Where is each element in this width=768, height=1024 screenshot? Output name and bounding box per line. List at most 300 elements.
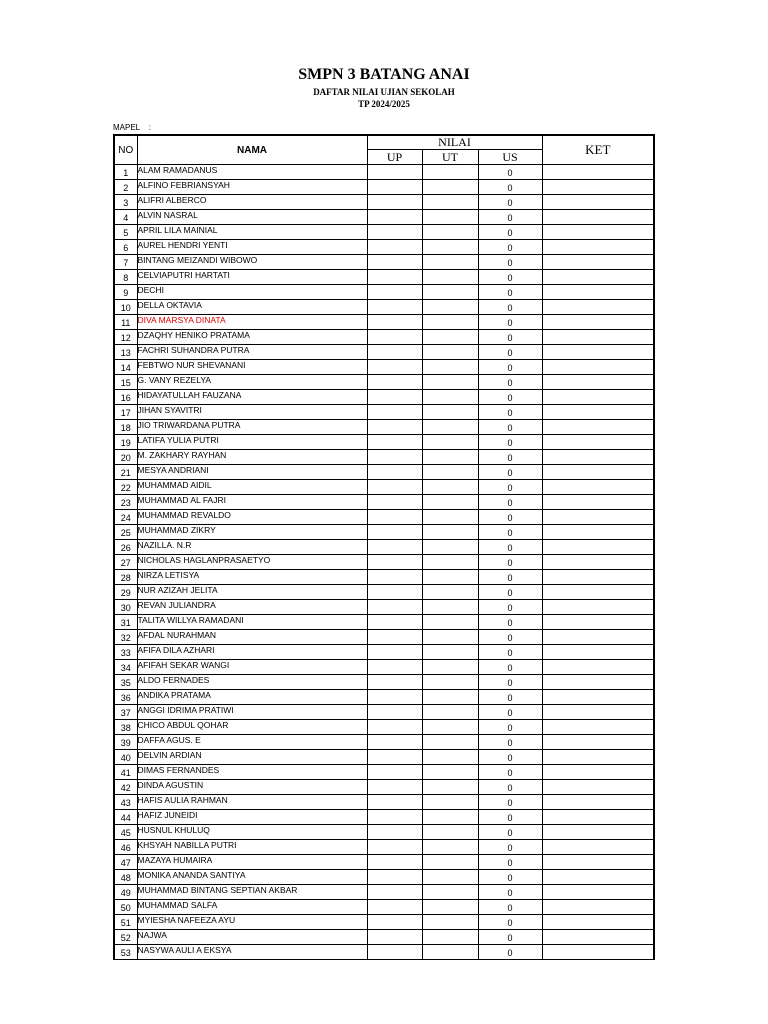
student-name: AFIFAH SEKAR WANGI: [137, 660, 367, 675]
row-number: 14: [114, 360, 137, 375]
row-number: 18: [114, 420, 137, 435]
row-number: 50: [114, 900, 137, 915]
score-us: 0: [478, 480, 542, 495]
student-name: NAZILLA. N.R: [137, 540, 367, 555]
row-number: 46: [114, 840, 137, 855]
student-name: DAFFA AGUS. E: [137, 735, 367, 750]
row-number: 6: [114, 240, 137, 255]
score-up: [367, 345, 422, 360]
row-number: 23: [114, 495, 137, 510]
score-up: [367, 645, 422, 660]
header-us: US: [478, 150, 542, 165]
ket-cell: [542, 600, 654, 615]
table-row: [114, 225, 654, 240]
score-ut: [422, 435, 478, 450]
score-ut: [422, 375, 478, 390]
score-us: 0: [478, 570, 542, 585]
score-us: 0: [478, 630, 542, 645]
score-up: [367, 495, 422, 510]
score-up: [367, 585, 422, 600]
score-ut: [422, 255, 478, 270]
ket-cell: [542, 240, 654, 255]
score-ut: [422, 705, 478, 720]
score-us: 0: [478, 405, 542, 420]
student-name: DINDA AGUSTIN: [137, 780, 367, 795]
ket-cell: [542, 375, 654, 390]
ket-cell: [542, 810, 654, 825]
score-us: 0: [478, 795, 542, 810]
table-row: [114, 360, 654, 375]
score-up: [367, 240, 422, 255]
score-us: 0: [478, 495, 542, 510]
score-up: [367, 555, 422, 570]
table-row: [114, 930, 654, 945]
score-ut: [422, 600, 478, 615]
row-number: 8: [114, 270, 137, 285]
row-number: 35: [114, 675, 137, 690]
ket-cell: [542, 840, 654, 855]
score-ut: [422, 945, 478, 960]
score-up: [367, 570, 422, 585]
table-row: [114, 885, 654, 900]
ket-cell: [542, 690, 654, 705]
score-up: [367, 195, 422, 210]
row-number: 1: [114, 165, 137, 180]
score-up: [367, 765, 422, 780]
score-up: [367, 540, 422, 555]
score-ut: [422, 645, 478, 660]
student-name: DELLA OKTAVIA: [137, 300, 367, 315]
row-number: 7: [114, 255, 137, 270]
student-name: JIO TRIWARDANA PUTRA: [137, 420, 367, 435]
ket-cell: [542, 930, 654, 945]
student-name: FACHRI SUHANDRA PUTRA: [137, 345, 367, 360]
table-row: [114, 675, 654, 690]
score-up: [367, 480, 422, 495]
student-name: HIDAYATULLAH FAUZANA: [137, 390, 367, 405]
score-ut: [422, 450, 478, 465]
table-row: [114, 195, 654, 210]
table-row: [114, 615, 654, 630]
score-ut: [422, 780, 478, 795]
table-row: [114, 810, 654, 825]
table-row: [114, 570, 654, 585]
student-name: HUSNUL KHULUQ: [137, 825, 367, 840]
score-us: 0: [478, 540, 542, 555]
score-us: 0: [478, 720, 542, 735]
table-row: [114, 285, 654, 300]
table-row: [114, 315, 654, 330]
table-row: [114, 465, 654, 480]
table-row: [114, 735, 654, 750]
table-row: [114, 450, 654, 465]
table-row: [114, 525, 654, 540]
score-up: [367, 675, 422, 690]
score-ut: [422, 330, 478, 345]
student-name: MESYA ANDRIANI: [137, 465, 367, 480]
student-name: NUR AZIZAH JELITA: [137, 585, 367, 600]
student-name: ANDIKA PRATAMA: [137, 690, 367, 705]
score-up: [367, 450, 422, 465]
row-number: 26: [114, 540, 137, 555]
score-us: 0: [478, 300, 542, 315]
ket-cell: [542, 780, 654, 795]
score-up: [367, 945, 422, 960]
score-ut: [422, 285, 478, 300]
score-us: 0: [478, 765, 542, 780]
ket-cell: [542, 765, 654, 780]
ket-cell: [542, 555, 654, 570]
table-row: [114, 690, 654, 705]
score-us: 0: [478, 375, 542, 390]
table-row: [114, 240, 654, 255]
score-up: [367, 870, 422, 885]
score-ut: [422, 480, 478, 495]
score-up: [367, 705, 422, 720]
row-number: 52: [114, 930, 137, 945]
ket-cell: [542, 345, 654, 360]
row-number: 28: [114, 570, 137, 585]
score-us: 0: [478, 660, 542, 675]
student-name: MONIKA ANANDA SANTIYA: [137, 870, 367, 885]
table-row: [114, 255, 654, 270]
table-row: [114, 795, 654, 810]
score-ut: [422, 630, 478, 645]
score-us: 0: [478, 870, 542, 885]
score-up: [367, 270, 422, 285]
table-row: [114, 270, 654, 285]
score-us: 0: [478, 510, 542, 525]
score-us: 0: [478, 270, 542, 285]
score-up: [367, 855, 422, 870]
score-us: 0: [478, 555, 542, 570]
ket-cell: [542, 495, 654, 510]
table-row: [114, 900, 654, 915]
ket-cell: [542, 525, 654, 540]
score-ut: [422, 570, 478, 585]
student-name: MUHAMMAD ZIKRY: [137, 525, 367, 540]
student-name: ALFINO FEBRIANSYAH: [137, 180, 367, 195]
ket-cell: [542, 315, 654, 330]
row-number: 40: [114, 750, 137, 765]
score-up: [367, 420, 422, 435]
table-row: [114, 855, 654, 870]
table-row: [114, 720, 654, 735]
table-row: [114, 825, 654, 840]
student-name: DZAQHY HENIKO PRATAMA: [137, 330, 367, 345]
score-up: [367, 390, 422, 405]
row-number: 10: [114, 300, 137, 315]
table-row: [114, 645, 654, 660]
score-ut: [422, 855, 478, 870]
student-name: NIRZA LETISYA: [137, 570, 367, 585]
academic-period: TP 2024/2025: [358, 99, 410, 109]
score-up: [367, 900, 422, 915]
score-ut: [422, 360, 478, 375]
score-us: 0: [478, 210, 542, 225]
table-row: [114, 300, 654, 315]
score-us: 0: [478, 840, 542, 855]
ket-cell: [542, 945, 654, 960]
row-number: 49: [114, 885, 137, 900]
row-number: 36: [114, 690, 137, 705]
student-name: LATIFA YULIA PUTRI: [137, 435, 367, 450]
score-ut: [422, 765, 478, 780]
table-row: [114, 915, 654, 930]
score-up: [367, 780, 422, 795]
score-ut: [422, 555, 478, 570]
score-us: 0: [478, 705, 542, 720]
row-number: 13: [114, 345, 137, 360]
table-row: [114, 540, 654, 555]
table-row: [114, 870, 654, 885]
score-us: 0: [478, 525, 542, 540]
ket-cell: [542, 750, 654, 765]
row-number: 16: [114, 390, 137, 405]
student-name: G. VANY REZELYA: [137, 375, 367, 390]
student-name: AUREL HENDRI YENTI: [137, 240, 367, 255]
ket-cell: [542, 585, 654, 600]
ket-cell: [542, 285, 654, 300]
ket-cell: [542, 405, 654, 420]
score-ut: [422, 195, 478, 210]
row-number: 4: [114, 210, 137, 225]
row-number: 43: [114, 795, 137, 810]
score-us: 0: [478, 585, 542, 600]
score-us: 0: [478, 315, 542, 330]
student-name: MUHAMMAD BINTANG SEPTIAN AKBAR: [137, 885, 367, 900]
table-row: [114, 600, 654, 615]
score-us: 0: [478, 330, 542, 345]
score-ut: [422, 585, 478, 600]
student-name: APRIL LILA MAINIAL: [137, 225, 367, 240]
student-name: NAJWA: [137, 930, 367, 945]
student-name: ANGGI IDRIMA PRATIWI: [137, 705, 367, 720]
score-us: 0: [478, 780, 542, 795]
row-number: 21: [114, 465, 137, 480]
header-nama: NAMA: [137, 135, 367, 165]
student-name: M. ZAKHARY RAYHAN: [137, 450, 367, 465]
score-ut: [422, 465, 478, 480]
table-row: [114, 660, 654, 675]
table-row: [114, 765, 654, 780]
ket-cell: [542, 885, 654, 900]
ket-cell: [542, 705, 654, 720]
score-up: [367, 405, 422, 420]
score-up: [367, 720, 422, 735]
score-us: 0: [478, 885, 542, 900]
ket-cell: [542, 720, 654, 735]
row-number: 25: [114, 525, 137, 540]
student-name: FEBTWO NUR SHEVANANI: [137, 360, 367, 375]
header-up: UP: [367, 150, 422, 165]
ket-cell: [542, 870, 654, 885]
student-name: MAZAYA HUMAIRA: [137, 855, 367, 870]
row-number: 53: [114, 945, 137, 960]
row-number: 31: [114, 615, 137, 630]
score-ut: [422, 210, 478, 225]
row-number: 39: [114, 735, 137, 750]
ket-cell: [542, 465, 654, 480]
score-up: [367, 285, 422, 300]
score-ut: [422, 405, 478, 420]
score-us: 0: [478, 435, 542, 450]
score-up: [367, 525, 422, 540]
score-us: 0: [478, 360, 542, 375]
ket-cell: [542, 660, 654, 675]
ket-cell: [542, 540, 654, 555]
ket-cell: [542, 210, 654, 225]
score-ut: [422, 525, 478, 540]
student-name: CHICO ABDUL QOHAR: [137, 720, 367, 735]
score-up: [367, 885, 422, 900]
student-name: TALITA WILLYA RAMADANI: [137, 615, 367, 630]
student-name: DELVIN ARDIAN: [137, 750, 367, 765]
table-row: [114, 180, 654, 195]
score-up: [367, 840, 422, 855]
ket-cell: [542, 330, 654, 345]
student-name: AFDAL NURAHMAN: [137, 630, 367, 645]
mapel-label: MAPEL :: [113, 123, 151, 132]
table-row: [114, 330, 654, 345]
row-number: 33: [114, 645, 137, 660]
score-ut: [422, 345, 478, 360]
row-number: 48: [114, 870, 137, 885]
student-name: MUHAMMAD SALFA: [137, 900, 367, 915]
row-number: 11: [114, 315, 137, 330]
score-ut: [422, 870, 478, 885]
score-ut: [422, 885, 478, 900]
row-number: 37: [114, 705, 137, 720]
score-up: [367, 630, 422, 645]
score-us: 0: [478, 390, 542, 405]
row-number: 19: [114, 435, 137, 450]
ket-cell: [542, 435, 654, 450]
row-number: 45: [114, 825, 137, 840]
score-us: 0: [478, 750, 542, 765]
row-number: 9: [114, 285, 137, 300]
ket-cell: [542, 735, 654, 750]
row-number: 44: [114, 810, 137, 825]
student-name: ALAM RAMADANUS: [137, 165, 367, 180]
score-us: 0: [478, 930, 542, 945]
row-number: 30: [114, 600, 137, 615]
row-number: 32: [114, 630, 137, 645]
score-us: 0: [478, 345, 542, 360]
score-us: 0: [478, 195, 542, 210]
student-name: MUHAMMAD AL FAJRI: [137, 495, 367, 510]
row-number: 51: [114, 915, 137, 930]
row-number: 38: [114, 720, 137, 735]
student-name: ALIFRI ALBERCO: [137, 195, 367, 210]
ket-cell: [542, 825, 654, 840]
student-name: DECHI: [137, 285, 367, 300]
ket-cell: [542, 225, 654, 240]
row-number: 47: [114, 855, 137, 870]
table-row: [114, 585, 654, 600]
score-up: [367, 615, 422, 630]
score-us: 0: [478, 675, 542, 690]
row-number: 17: [114, 405, 137, 420]
ket-cell: [542, 630, 654, 645]
ket-cell: [542, 915, 654, 930]
score-up: [367, 255, 422, 270]
student-name: JIHAN SYAVITRI: [137, 405, 367, 420]
table-row: [114, 435, 654, 450]
score-up: [367, 210, 422, 225]
student-name: KHSYAH NABILLA PUTRI: [137, 840, 367, 855]
row-number: 41: [114, 765, 137, 780]
ket-cell: [542, 165, 654, 180]
score-ut: [422, 750, 478, 765]
ket-cell: [542, 390, 654, 405]
score-ut: [422, 900, 478, 915]
score-ut: [422, 720, 478, 735]
score-up: [367, 465, 422, 480]
score-up: [367, 660, 422, 675]
student-name: NICHOLAS HAGLANPRASAETYO: [137, 555, 367, 570]
ket-cell: [542, 300, 654, 315]
score-ut: [422, 270, 478, 285]
score-us: 0: [478, 855, 542, 870]
score-up: [367, 825, 422, 840]
ket-cell: [542, 570, 654, 585]
score-ut: [422, 315, 478, 330]
score-ut: [422, 165, 478, 180]
table-row: [114, 405, 654, 420]
row-number: 15: [114, 375, 137, 390]
ket-cell: [542, 480, 654, 495]
score-up: [367, 225, 422, 240]
score-ut: [422, 510, 478, 525]
score-up: [367, 165, 422, 180]
ket-cell: [542, 900, 654, 915]
score-us: 0: [478, 165, 542, 180]
row-number: 22: [114, 480, 137, 495]
score-up: [367, 690, 422, 705]
table-row: [114, 705, 654, 720]
table-row: [114, 510, 654, 525]
score-ut: [422, 240, 478, 255]
score-up: [367, 330, 422, 345]
row-number: 5: [114, 225, 137, 240]
score-us: 0: [478, 255, 542, 270]
table-row: [114, 780, 654, 795]
student-name: REVAN JULIANDRA: [137, 600, 367, 615]
score-ut: [422, 810, 478, 825]
score-ut: [422, 825, 478, 840]
student-name: MUHAMMAD AIDIL: [137, 480, 367, 495]
score-ut: [422, 495, 478, 510]
score-ut: [422, 540, 478, 555]
score-ut: [422, 390, 478, 405]
score-us: 0: [478, 690, 542, 705]
score-us: 0: [478, 285, 542, 300]
ket-cell: [542, 420, 654, 435]
score-us: 0: [478, 465, 542, 480]
student-name: AFIFA DILA AZHARI: [137, 645, 367, 660]
student-name: HAFIZ JUNEIDI: [137, 810, 367, 825]
score-us: 0: [478, 915, 542, 930]
score-up: [367, 360, 422, 375]
row-number: 12: [114, 330, 137, 345]
header-ut: UT: [422, 150, 478, 165]
score-us: 0: [478, 420, 542, 435]
score-us: 0: [478, 600, 542, 615]
ket-cell: [542, 360, 654, 375]
table-row: [114, 945, 654, 960]
table-row: [114, 420, 654, 435]
